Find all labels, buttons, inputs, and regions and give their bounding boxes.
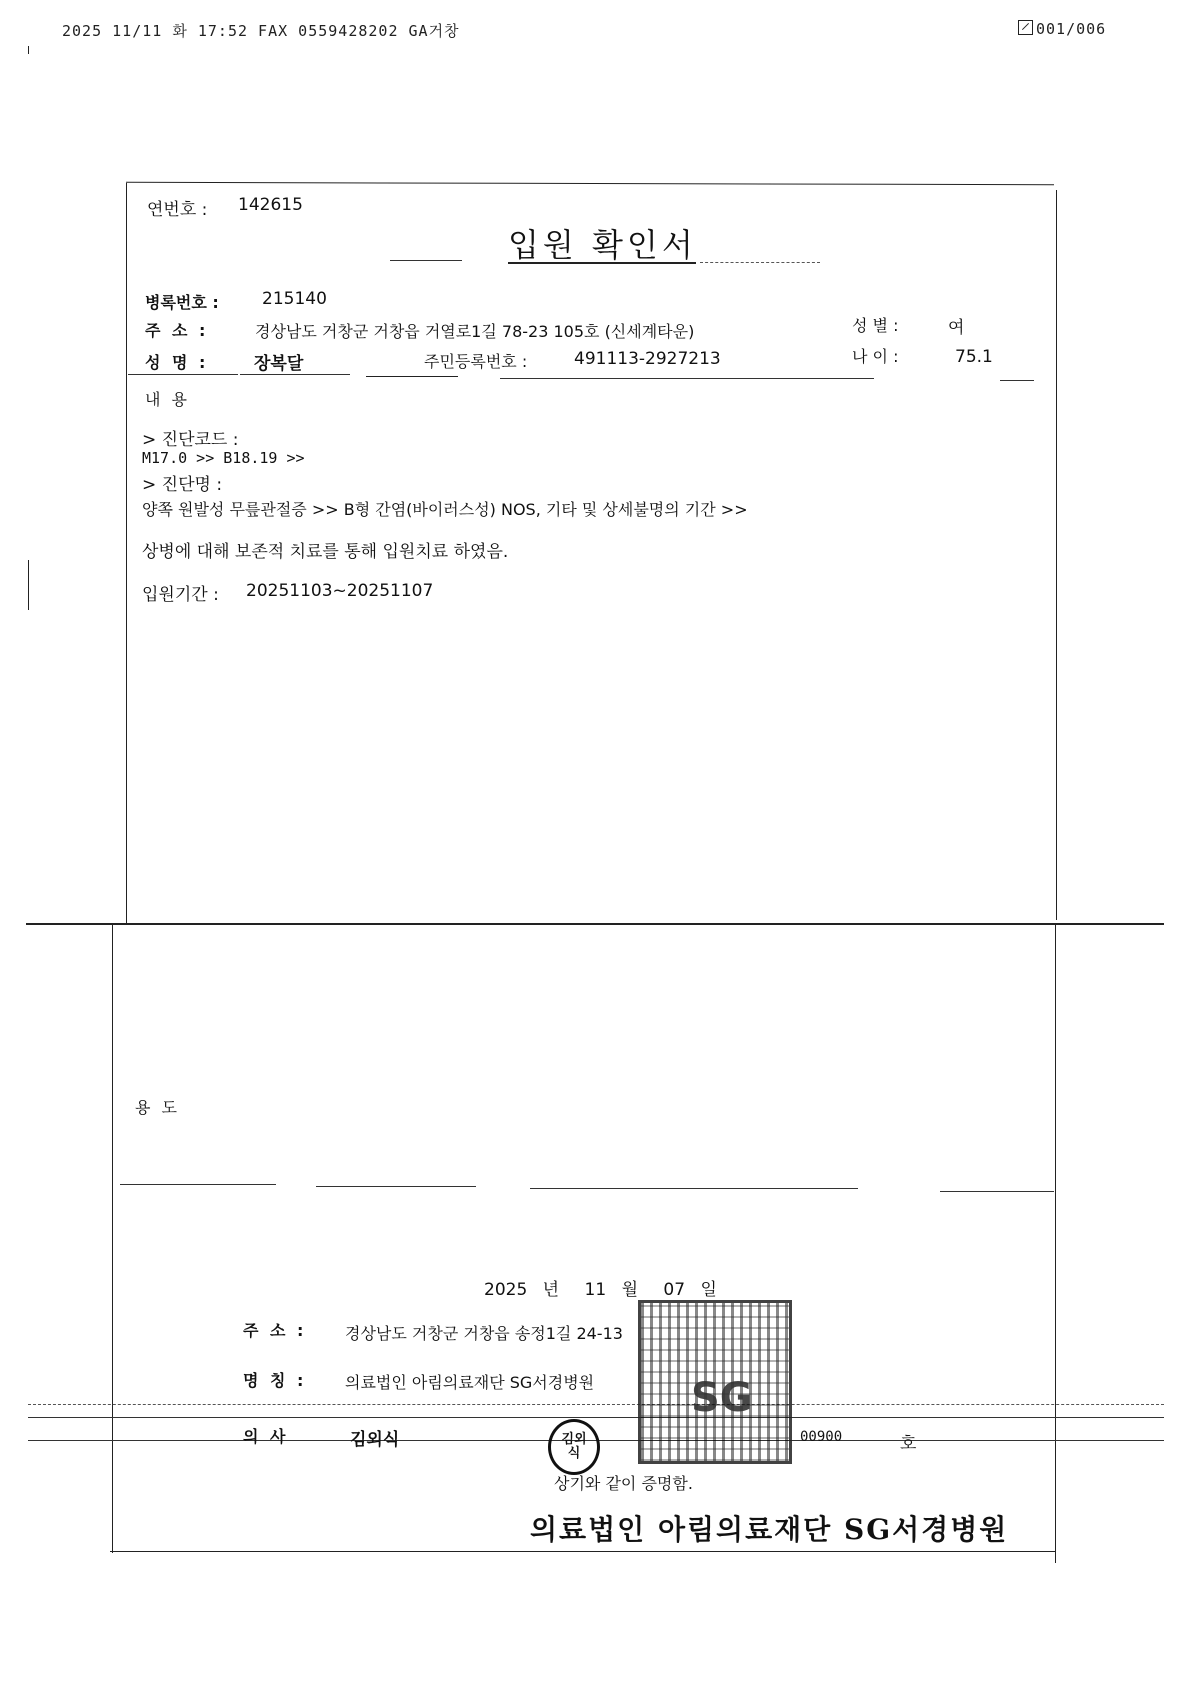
seal-text: 김외식 (561, 1432, 587, 1461)
dx-code-label: > 진단코드 : (142, 430, 239, 450)
hospital-signature: 의료법인 아림의료재단 SG서경병원 (530, 1513, 1009, 1546)
content-label: 내 용 (145, 390, 190, 409)
title-underline (508, 262, 696, 264)
certify-text: 상기와 같이 증명함. (554, 1474, 693, 1493)
purpose-label: 용 도 (135, 1098, 180, 1117)
fax-seam (28, 1417, 1164, 1418)
fax-header: 2025 11/11 화 17:52 FAX 0559428202 GA거창 (62, 22, 460, 40)
doctor-seal (548, 1419, 600, 1475)
issue-date (484, 1275, 717, 1300)
hospital-address: 경상남도 거창군 거창읍 송정1길 24-13 (345, 1324, 623, 1343)
treatment-text: 상병에 대해 보존적 치료를 통해 입원치료 하였음. (142, 542, 509, 562)
name-label: 성 명 : (145, 353, 209, 372)
address-label: 주 소 : (145, 321, 209, 340)
patient-rrn: 491113-2927213 (574, 349, 721, 369)
dx-name-label: > 진단명 : (142, 475, 223, 495)
doctor-label: 의 사 (243, 1427, 289, 1446)
dx-names: 양쪽 원발성 무릎관절증 >> B형 간염(바이러스성) NOS, 기타 및 상세불명의 기간 >> (142, 500, 748, 519)
hospital-stamp (638, 1300, 792, 1464)
doc-number-label: 연번호 : (147, 200, 208, 220)
doc-number: 142615 (238, 195, 303, 215)
patient-age: 75.1 (955, 347, 993, 367)
dx-codes: M17.0 >> B18.19 >> (142, 449, 305, 467)
date-month: 11 (584, 1280, 607, 1300)
hospital-address-label: 주 소 : (243, 1321, 307, 1340)
title-rule-left (390, 260, 462, 261)
date-day-unit: 일 (700, 1280, 717, 1300)
frame-right-lower (1055, 923, 1056, 1563)
frame-left-lower (112, 923, 113, 1553)
chart-number-label: 병록번호 : (145, 293, 219, 312)
date-year-unit: 년 (542, 1280, 560, 1300)
license-suffix: 호 (900, 1434, 917, 1454)
admission-period: 20251103~20251107 (246, 581, 434, 601)
frame-bottom (110, 1551, 1056, 1552)
rule (940, 1191, 1054, 1192)
hospital-name-label: 명 칭 : (243, 1371, 307, 1390)
rule (128, 374, 238, 375)
age-label: 나 이 : (852, 347, 899, 366)
rule (366, 376, 458, 377)
sex-label: 성 별 : (852, 316, 899, 335)
scan-mark (28, 46, 29, 54)
fax-seam (26, 923, 1164, 925)
rule (530, 1188, 858, 1189)
frame-right-upper (1056, 190, 1057, 920)
rule (120, 1184, 276, 1185)
frame-left-upper (126, 183, 127, 923)
license-number: 00900 (800, 1429, 843, 1445)
rule (1000, 380, 1034, 381)
date-month-unit: 월 (621, 1280, 638, 1300)
fax-page-counter (1018, 20, 1106, 38)
fax-icon (1018, 20, 1033, 35)
rule (316, 1186, 476, 1187)
date-day: 07 (663, 1280, 686, 1300)
date-year: 2025 (484, 1280, 528, 1300)
rule (240, 374, 350, 375)
patient-sex: 여 (948, 318, 965, 338)
doctor-name: 김외식 (350, 1430, 400, 1450)
stamp-text: SG (691, 1375, 753, 1421)
patient-name: 장복달 (254, 354, 304, 374)
fax-seam-dashed (28, 1404, 1164, 1405)
frame-top (126, 182, 1054, 185)
rule (500, 378, 874, 379)
chart-number: 215140 (262, 289, 327, 309)
fax-page-number: 001/006 (1036, 20, 1107, 38)
scan-mark (28, 560, 29, 610)
rrn-label: 주민등록번호 : (424, 352, 528, 371)
admission-period-label: 입원기간 : (142, 585, 219, 605)
document-title: 입원 확인서 (508, 226, 697, 264)
title-rule-right (700, 262, 820, 263)
hospital-name: 의료법인 아림의료재단 SG서경병원 (345, 1373, 595, 1392)
patient-address: 경상남도 거창군 거창읍 거열로1길 78-23 105호 (신세계타운) (255, 322, 695, 341)
